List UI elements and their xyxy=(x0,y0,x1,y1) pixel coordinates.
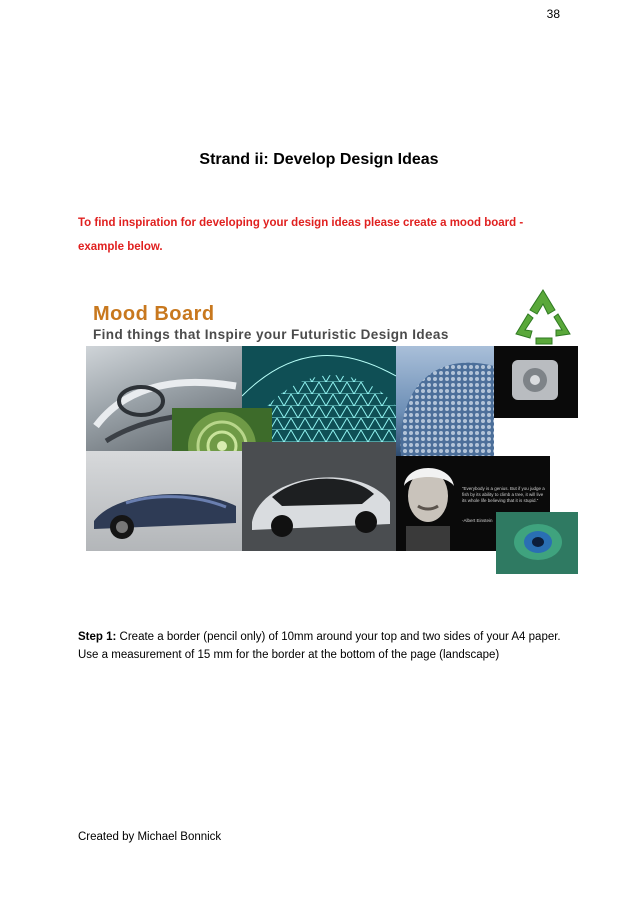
einstein-quote: “Everybody is a genius. But if you judge a fish by its ability to climb a tree, it will live its whole life believing that it is stupid.” xyxy=(462,486,545,503)
page-number: 38 xyxy=(546,7,560,21)
einstein-quote-author: -Albert Einstein xyxy=(462,518,493,523)
step-text: Create a border (pencil only) of 10mm around your top and two sides of your A4 paper. Use a measurement of 15 mm for the border at the bottom of the page (landscape) xyxy=(78,631,561,661)
concept-car-silver-image xyxy=(242,442,396,551)
footer-author: Created by Michael Bonnick xyxy=(78,831,222,843)
step-label: Step 1: xyxy=(78,631,117,643)
concept-car-dark-image xyxy=(86,451,242,551)
mood-board-subheading: Find things that Inspire your Futuristic Design Ideas xyxy=(93,327,449,342)
page-title: Strand ii: Develop Design Ideas xyxy=(199,151,439,168)
step-1 xyxy=(78,628,568,664)
engine-image xyxy=(494,346,578,418)
mood-board xyxy=(86,284,578,574)
intro-text: To find inspiration for developing your design ideas please create a mood board - example below. xyxy=(78,217,524,253)
peacock-feather-image xyxy=(496,512,578,574)
blob-building-image xyxy=(396,346,494,456)
recycle-icon xyxy=(508,284,578,346)
mood-board-heading: Mood Board xyxy=(93,303,215,325)
